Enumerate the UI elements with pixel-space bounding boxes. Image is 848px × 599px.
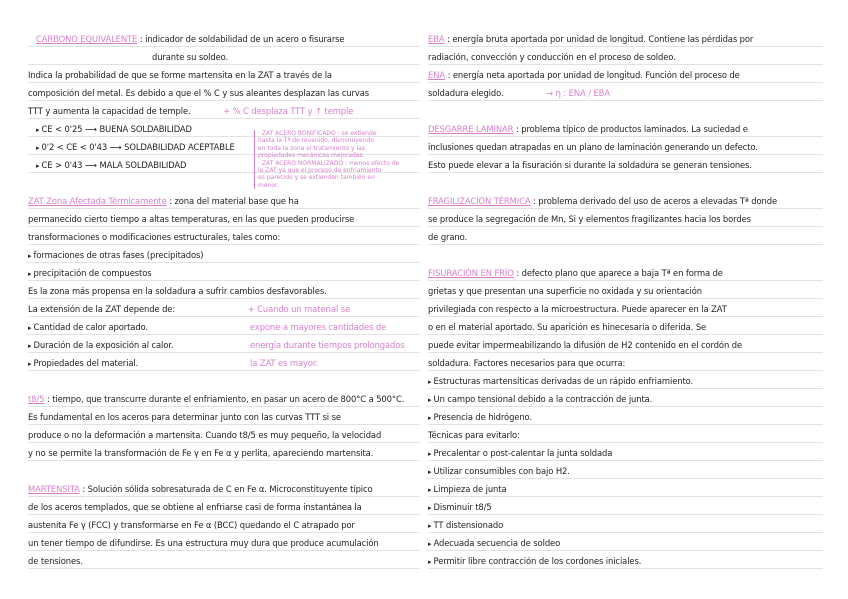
bullet-item: ▸ Un campo tensional debido a la contracción de junta.	[428, 394, 823, 407]
pink-annotation: → η : ENA / EBA	[546, 88, 610, 98]
ena-title-line	[428, 70, 823, 83]
t85-title-line	[28, 394, 420, 407]
bullet-item: ▸ TT distensionado	[428, 520, 823, 533]
text-line: Es la zona más propensa en la soldadura a sufrir cambios desfavorables.	[28, 286, 420, 299]
carbono-title: CARBONO EQUIVALENTE	[36, 34, 138, 44]
text-line: Técnicas para evitarlo:	[428, 430, 823, 443]
text-line: de los aceros templados, que se obtiene al enfriarse casi de forma instantánea la	[28, 502, 420, 515]
pink-annotation: + % C desplaza TTT y ↑ temple	[223, 106, 354, 116]
text-line	[28, 304, 420, 317]
spacer-line	[28, 466, 420, 479]
text-line: de tensiones.	[28, 556, 420, 569]
desgarre-title-line	[428, 124, 823, 137]
text-line: Esto puede elevar a la fisuración si durante la soldadura se generan tensiones.	[428, 160, 823, 173]
text-line: permanecido cierto tiempo a altas temperaturas, en las que pueden producirse	[28, 214, 420, 227]
note-line: es parecido y se extienden también en	[258, 174, 375, 182]
text-fragment: La extensión de la ZAT depende de:	[28, 304, 176, 314]
pink-annotation: + Cuando un material se	[247, 304, 351, 314]
zat-notes-box	[254, 130, 426, 189]
text-line: un tener tiempo de difundirse. Es una estructura muy dura que produce acumulación	[28, 538, 420, 551]
spacer-line	[428, 250, 823, 263]
zat-title-line	[28, 196, 420, 209]
pink-annotation: expone a mayores cantidades de	[250, 322, 387, 332]
text-line: privilegiada con respecto a la microestructura. Puede aparecer en la ZAT	[428, 304, 823, 317]
pink-annotation: energía durante tiempos prolongados	[250, 340, 405, 350]
text-line: radiación, convección y conducción en el proceso de soldeo.	[428, 52, 823, 65]
ena-def: : energía neta aportada por unidad de longitud. Función del proceso de	[447, 70, 740, 80]
zat-def: : zona del material base que ha	[169, 196, 299, 206]
bullet-item: ▸ Limpieza de junta	[428, 484, 823, 497]
note-line: en toda la zona el tratamiento y las	[258, 144, 365, 152]
ena-title: ENA	[428, 70, 445, 80]
bullet-item: ▸ Utilizar consumibles con bajo H2.	[428, 466, 823, 479]
martensita-title: MARTENSITA	[28, 484, 80, 494]
text-line: inclusiones quedan atrapadas en un plano de laminación generando un defecto.	[428, 142, 823, 155]
text-line	[28, 106, 420, 119]
carbono-title-line	[28, 34, 420, 47]
text-line: transformaciones o modificaciones estructurales, tales como:	[28, 232, 420, 245]
desgarre-def: : problema típico de productos laminados. La suciedad e	[515, 124, 748, 134]
text-line: puede evitar impermeabilizando la difusión de H2 contenido en el cordón de	[428, 340, 823, 353]
t85-def: : tiempo, que transcurre durante el enfriamiento, en pasar un acero de 800°C a 500°C.	[46, 394, 405, 404]
text-line: soldadura. Factores necesarios para que ocurra:	[428, 358, 823, 371]
bullet-item: ▸ formaciones de otras fases (precipitados)	[28, 250, 420, 263]
spacer-line	[428, 178, 823, 191]
text-line: produce o no la deformación a martensita. Cuando t8/5 es muy pequeño, la velocidad	[28, 430, 420, 443]
zat-title: ZAT Zona Afectada Térmicamente	[28, 196, 167, 206]
left-column	[28, 34, 420, 574]
text-line: durante su soldeo.	[28, 52, 420, 65]
carbono-def: : indicador de soldabilidad de un acero o fisurarse	[139, 34, 345, 44]
bullet-item: ▸ Permitir libre contracción de los cordones iniciales.	[428, 556, 823, 569]
note-line: · ZAT ACERO NORMALIZADO : menos efecto de	[258, 159, 400, 167]
bullet-item: ▸ Estructuras martensíticas derivadas de un rápido enfriamiento.	[428, 376, 823, 389]
text-line: de grano.	[428, 232, 823, 245]
text-line: Indica la probabilidad de que se forme martensita en la ZAT a través de la	[28, 70, 420, 83]
bullet-item: ▸ CE < 0'25 ⟶ BUENA SOLDABILIDAD	[28, 124, 420, 137]
text-line: o en el material aportado. Su aparición es hinecesaria o diferida. Se	[428, 322, 823, 335]
eba-title: EBA	[428, 34, 445, 44]
note-line: hasta la Tª de revenido, disminuyendo	[258, 137, 374, 145]
spacer-line	[28, 376, 420, 389]
text-fragment: Duración de la exposición al calor.	[33, 340, 174, 350]
t85-title: t8/5	[28, 394, 45, 404]
bullet-item	[28, 322, 420, 335]
text-line: se produce la segregación de Mn, Si y elementos fragilizantes hacia los bordes	[428, 214, 823, 227]
text-line: austenita Fe γ (FCC) y transformarse en Fe α (BCC) quedando el C atrapado por	[28, 520, 420, 533]
text-line	[428, 88, 823, 101]
bullet-item: ▸ CE > 0'43 ⟶ MALA SOLDABILIDAD	[28, 160, 420, 173]
text-fragment: Propiedades del material.	[33, 358, 139, 368]
fisura-def: : defecto plano que aparece a baja Tª en forma de	[516, 268, 723, 278]
bullet-item: ▸ precipitación de compuestos	[28, 268, 420, 281]
spacer-line	[428, 106, 823, 119]
bullet-item: ▸ Disminuir t8/5	[428, 502, 823, 515]
text-line: grietas y que presentan una superficie no oxidada y su orientación	[428, 286, 823, 299]
text-fragment: TTT y aumenta la capacidad de temple.	[28, 106, 191, 116]
bullet-item: ▸ Presencia de hidrógeno.	[428, 412, 823, 425]
martensita-title-line	[28, 484, 420, 497]
eba-def: : energía bruta aportada por unidad de longitud. Contiene las pérdidas por	[447, 34, 754, 44]
fragil-title: FRAGILIZACIÓN TÉRMICA	[428, 196, 531, 206]
text-line: Es fundamental en los aceros para determinar junto con las curvas TTT si se	[28, 412, 420, 425]
bullet-item	[28, 358, 420, 371]
fisura-title-line	[428, 268, 823, 281]
fragil-def: : problema derivado del uso de aceros a elevadas Tª donde	[533, 196, 778, 206]
bullet-item	[28, 340, 420, 353]
bullet-item: ▸ Precalentar o post-calentar la junta soldada	[428, 448, 823, 461]
eba-title-line	[428, 34, 823, 47]
bullet-item: ▸ 0'2 < CE < 0'43 ⟶ SOLDABILIDAD ACEPTABLE	[28, 142, 420, 155]
note-line: propiedades mecánicas mejoradas.	[258, 152, 365, 160]
pink-annotation: la ZAT es mayor.	[250, 358, 318, 368]
text-fragment: Cantidad de calor aportado.	[33, 322, 148, 332]
note-line: menor.	[258, 181, 279, 189]
bullet-item: ▸ Adecuada secuencia de soldeo	[428, 538, 823, 551]
fisura-title: FISURACIÓN EN FRÍO	[428, 268, 514, 278]
note-line: · ZAT ACERO BONIFICADO : se extiende	[258, 130, 377, 137]
text-line: y no se permite la transformación de Fe γ en Fe α y perlita, apareciendo martensita.	[28, 448, 420, 461]
fragil-title-line	[428, 196, 823, 209]
right-column	[428, 34, 823, 574]
martensita-def: : Solución sólida sobresaturada de C en Fe α. Microconstituyente típico	[82, 484, 373, 494]
note-line: la ZAT ya que el proceso de enfriamiento	[258, 167, 382, 175]
desgarre-title: DESGARRE LAMINAR	[428, 124, 514, 134]
text-fragment: soldadura elegido.	[428, 88, 504, 98]
text-line: composición del metal. Es debido a que el % C y sus aleantes desplazan las curvas	[28, 88, 420, 101]
